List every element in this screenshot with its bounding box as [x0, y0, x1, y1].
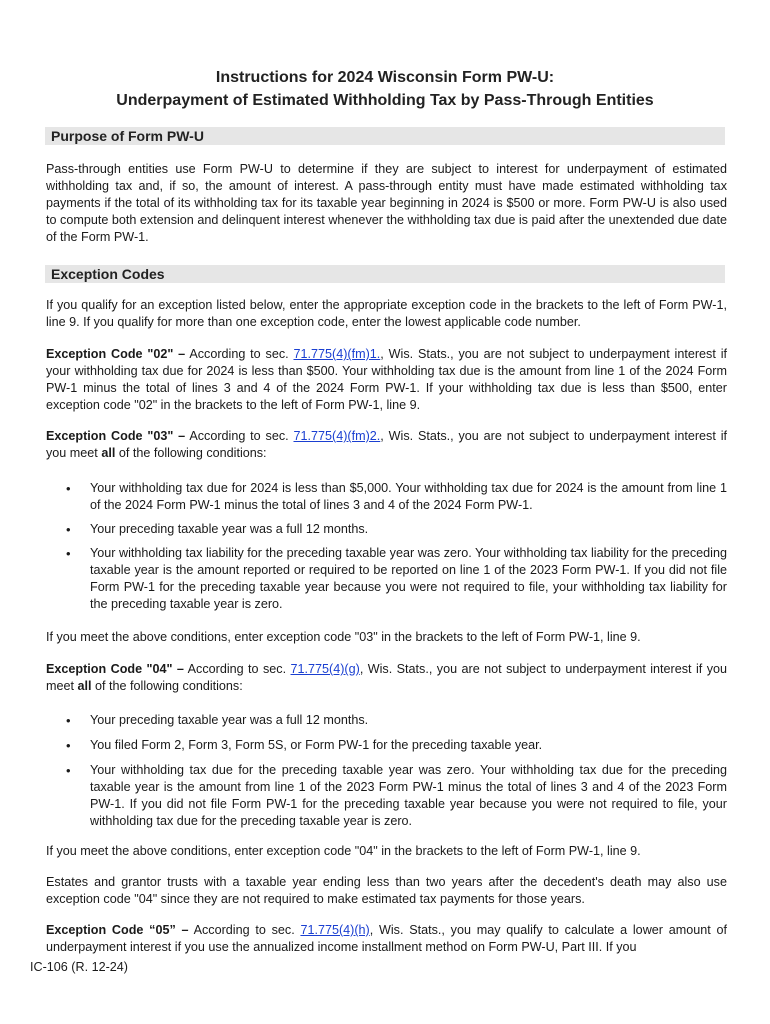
list-item: • You filed Form 2, Form 3, Form 5S, or Form PW-1 for the preceding taxable year.: [62, 737, 727, 754]
exception-code-02-pre: According to sec.: [185, 347, 294, 361]
exception-code-03-label: Exception Code "03" –: [46, 429, 186, 443]
exception-code-02-label: Exception Code "02" –: [46, 347, 186, 361]
exception-code-03-text: , Wis. Stats., you are not subject to underpayment interest if you meet: [46, 429, 727, 460]
list-item: • Your withholding tax liability for the preceding taxable year was zero. Your withholding tax liability for the preceding taxable year is the amount reported or required to be reported on line 1 of the 2023 Form PW-1. If you did not file Form PW-1 for the preceding taxable year because you were not required to file, your withholding tax liability for the preceding taxable year is zero.: [62, 545, 727, 613]
exception-code-04-all: all: [77, 679, 92, 693]
exceptions-intro: If you qualify for an exception listed below, enter the appropriate exception code in the brackets to the left of Form PW-1, line 9. If you qualify for more than one exception code, enter the lowest applicable code number.: [46, 298, 727, 329]
estates-paragraph: Estates and grantor trusts with a taxable year ending less than two years after the decedent's death may also use exception code "04" since they are not required to make estimated tax payments for those years.: [46, 875, 727, 906]
list-item: • Your preceding taxable year was a full 12 months.: [62, 712, 727, 729]
exception-code-03-closing: If you meet the above conditions, enter exception code "03" in the brackets to the left of Form PW-1, line 9.: [46, 630, 641, 644]
exception-code-04-label: Exception Code "04" –: [46, 662, 184, 676]
exception-code-03-paragraph: [46, 428, 727, 462]
list-item: • Your withholding tax due for the preceding taxable year was zero. Your withholding tax due for the preceding taxable year is the amount from line 1 of the 2023 Form PW-1 minus the total of lines 3 and 4 of the 2023 Form PW-1. If you did not file Form PW-1 for the preceding taxable year because you were not required to file, your withholding tax due for the preceding taxable year is zero.: [62, 762, 727, 830]
section-heading-purpose: Purpose of Form PW-U: [45, 127, 725, 145]
exception-code-04-pre: According to sec.: [183, 662, 291, 676]
section-heading-exception-codes: Exception Codes: [45, 265, 725, 283]
statute-link-71-775-4-h[interactable]: 71.775(4)(h): [300, 923, 370, 937]
exception-code-03-pre: According to sec.: [185, 429, 294, 443]
list-item: • Your withholding tax due for 2024 is less than $5,000. Your withholding tax due for 2024 is the amount from line 1 of the 2024 Form PW-1 minus the total of lines 3 and 4 of the 2024 Form PW-1.: [62, 480, 727, 514]
exception-code-04-conditions: [62, 712, 727, 830]
exception-code-04-closing: If you meet the above conditions, enter exception code "04" in the brackets to the left of Form PW-1, line 9.: [46, 844, 641, 858]
statute-link-71-775-4-fm-2[interactable]: 71.775(4)(fm)2.: [293, 429, 381, 443]
exception-code-03-all: all: [101, 446, 116, 460]
purpose-paragraph: Pass-through entities use Form PW-U to determine if they are subject to interest for underpayment of estimated withholding tax and, if so, the amount of interest. A pass-through entity must have made estimated withholding tax payments if the total of its withholding tax for its taxable year beginning in 2024 is $500 or more. Form PW-U is also used to compute both extension and delinquent interest whenever the withholding tax due is paid after the unextended due date of the Form PW-1.: [46, 162, 727, 244]
list-item: • Your preceding taxable year was a full 12 months.: [62, 521, 727, 538]
form-revision-footer: IC-106 (R. 12-24): [30, 960, 128, 974]
exception-code-04-tail: of the following conditions:: [91, 679, 243, 693]
exception-code-02-paragraph: [46, 346, 727, 414]
exception-code-05-paragraph: [46, 922, 727, 956]
exception-code-05-pre: According to sec.: [188, 923, 301, 937]
document-title-line1: Instructions for 2024 Wisconsin Form PW-U:: [215, 69, 555, 86]
exception-code-02-text: , Wis. Stats., you are not subject to underpayment interest if your withholding tax due for 2024 is less than $500. Your withholding tax due is the amount from line 1 of the 2024 Form PW-1 minus the total of lines 3 and 4 of the 2024 Form PW-1. If your withholding tax due is less than $500, enter exception code "02" in the brackets to the left of Form PW-1, line 9.: [46, 347, 727, 412]
exception-code-03-conditions: [62, 480, 727, 613]
exception-code-04-paragraph: [46, 661, 727, 695]
exception-code-05-text: , Wis. Stats., you may qualify to calculate a lower amount of underpayment interest if you use the annualized income installment method on Form PW-U, Part III. If you: [46, 923, 727, 954]
statute-link-71-775-4-g[interactable]: 71.775(4)(g): [290, 662, 360, 676]
exception-code-05-label: Exception Code “05” –: [46, 923, 189, 937]
statute-link-71-775-4-fm-1[interactable]: 71.775(4)(fm)1.: [293, 347, 381, 361]
document-title-line2: Underpayment of Estimated Withholding Tax by Pass-Through Entities: [116, 92, 654, 109]
exception-code-04-text: , Wis. Stats., you are not subject to underpayment interest if you meet: [46, 662, 728, 693]
exception-code-03-tail: of the following conditions:: [115, 446, 267, 460]
